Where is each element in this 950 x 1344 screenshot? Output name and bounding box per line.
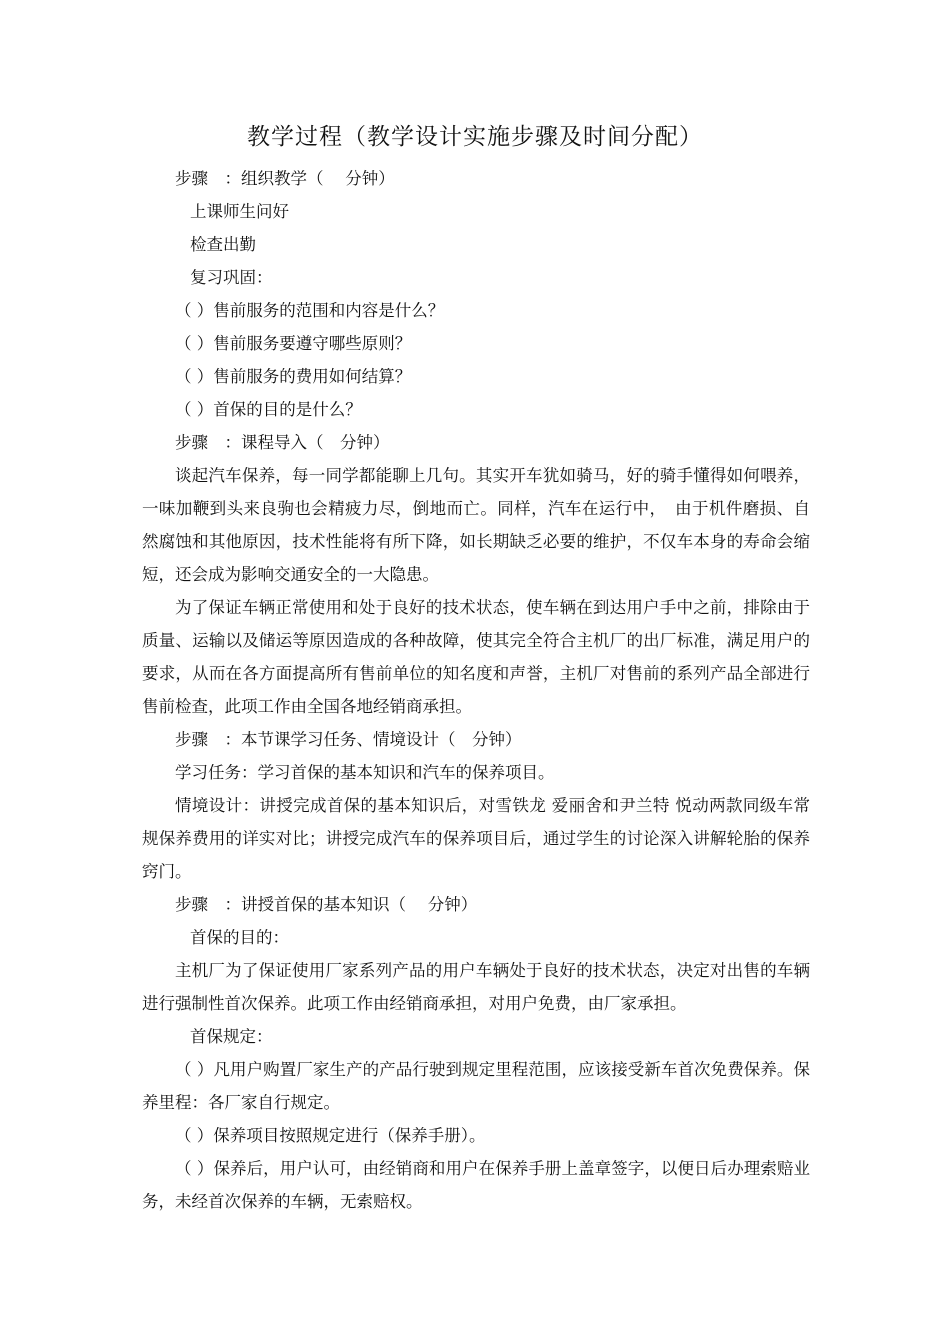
page-title: 教学过程（教学设计实施步骤及时间分配） xyxy=(247,124,703,150)
rule-item: （ ）凡用户购置厂家生产的产品行驶到规定里程范围，应该接受新车首次免费保养。保养里程：各厂家自行规定。 xyxy=(142,1060,810,1112)
review-question: （ ）售前服务要遵守哪些原则？ xyxy=(175,334,412,353)
scenario-design: 情境设计：讲授完成首保的基本知识后，对雪铁龙 爱丽舍和尹兰特 悦动两款同级车常规保养费用的详实对比；讲授完成汽车的保养项目后，通过学生的讨论深入讲解轮胎的保养窍门。 xyxy=(142,796,810,881)
review-question: （ ）售前服务的范围和内容是什么？ xyxy=(175,301,445,320)
step2-heading: 步骤 ：课程导入（ 分钟） xyxy=(175,433,390,452)
review-question: （ ）售前服务的费用如何结算？ xyxy=(175,367,412,386)
step1-item: 上课师生问好 xyxy=(190,202,289,221)
intro-paragraph: 谈起汽车保养，每一同学都能聊上几句。其实开车犹如骑马，好的骑手懂得如何喂养，一味加鞭到头来良驹也会精疲力尽，倒地而亡。同样，汽车在运行中， 由于机件磨损、自然腐蚀和其他原因，技术性能将有所下降，如长期缺乏必要的维护，不仅车本身的寿命会缩短，还会成为影响交通安全的一大隐患。 xyxy=(142,466,810,584)
step1-item: 复习巩固： xyxy=(190,268,273,287)
document-body xyxy=(142,162,810,1218)
step4-heading: 步骤 ：讲授首保的基本知识（ 分钟） xyxy=(175,895,478,914)
purpose-label: 首保的目的： xyxy=(190,928,289,947)
purpose-text: 主机厂为了保证使用厂家系列产品的用户车辆处于良好的技术状态，决定对出售的车辆进行强制性首次保养。此项工作由经销商承担，对用户免费，由厂家承担。 xyxy=(142,961,810,1013)
step1-heading: 步骤 ：组织教学（ 分钟） xyxy=(175,169,395,188)
rule-item: （ ）保养后，用户认可，由经销商和用户在保养手册上盖章签字，以便日后办理索赔业务，未经首次保养的车辆，无索赔权。 xyxy=(142,1159,810,1211)
intro-paragraph: 为了保证车辆正常使用和处于良好的技术状态，使车辆在到达用户手中之前，排除由于质量、运输以及储运等原因造成的各种故障，使其完全符合主机厂的出厂标准，满足用户的要求，从而在各方面提高所有售前单位的知名度和声誉，主机厂对售前的系列产品全部进行售前检查，此项工作由全国各地经销商承担。 xyxy=(142,598,810,716)
learning-task: 学习任务：学习首保的基本知识和汽车的保养项目。 xyxy=(175,763,555,782)
rule-item: （ ）保养项目按照规定进行（保养手册）。 xyxy=(175,1126,486,1145)
step3-heading: 步骤 ：本节课学习任务、情境设计（ 分钟） xyxy=(175,730,522,749)
step1-item: 检查出勤 xyxy=(190,235,256,254)
review-question: （ ）首保的目的是什么？ xyxy=(175,400,362,419)
rules-label: 首保规定： xyxy=(190,1027,273,1046)
